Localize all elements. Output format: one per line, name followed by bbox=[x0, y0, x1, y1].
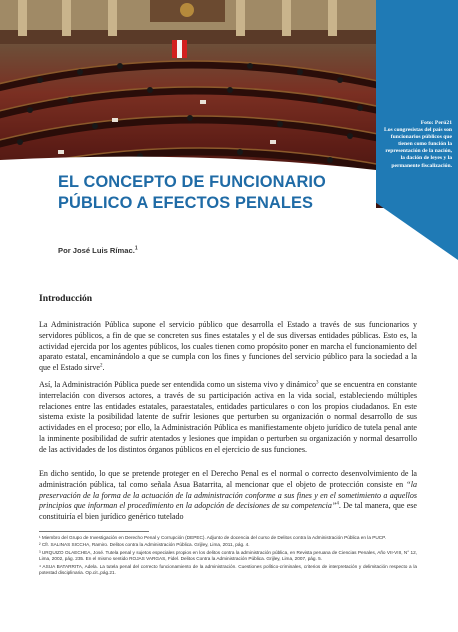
paragraph-2 bbox=[39, 380, 417, 456]
photo-credit: Foto: Perú21 bbox=[420, 120, 452, 126]
caption-text: Los congresistas del país son funcionarios públicos que tienen como función la representación de la nación, la dación de leyes y la permanente fiscalización. bbox=[384, 127, 452, 169]
footnote-2: ² Cfr. SALINAS SICCHA, Ramiro. Delitos contra la Administración Pública. Grijley, Lima, 2011, pág. 4. bbox=[39, 542, 250, 548]
paragraph-3-after: . De tal manera, que ese constituiría el bien jurídico genérico tutelado bbox=[39, 501, 417, 522]
footnote-divider bbox=[39, 531, 149, 532]
paragraph-2-rest: que se encuentra en constante interrelación con diversos actores, a través de su participación activa en la vida social, estableciendo múltiples relaciones entre las entidades estatales, paraestatales, entidades particulares o con los propios ciudadanos. En este sistema existe la posibilidad latente de sufrir lesiones que perturben su organización o normal desarrollo de sus actividades en el proceso; por ello, la Administración Pública es manifiestamente objeto jurídico de tutela penal ante la inminente posibilidad de sufrir atentados y lesiones que impidan o perturben su organización y normal desarrollo de las actividades de los distintos órganos públicos en el ejercicio de sus funciones. bbox=[39, 380, 417, 454]
paragraph-1-text: La Administración Pública supone el servicio público que desarrolla el Estado a través de sus funcionarios y servidores públicos, a fin de que se concreten sus fines estatales y el de sus diversas entidades públicas. Esto es, la actividad ejercida por los agentes públicos, los cuales tienen como propósito poner en marcha el funcionamiento del aparato estatal, encaminándolo a que se cumpla con los fines y funciones del servicio público para la sociedad a la que el Estado sirve bbox=[39, 320, 417, 373]
paragraph-1-end: . bbox=[102, 363, 105, 373]
photo-caption bbox=[382, 120, 452, 170]
footnote-ref-2[interactable]: 2 bbox=[100, 363, 103, 369]
paragraph-3 bbox=[39, 469, 417, 523]
article-title bbox=[58, 172, 378, 214]
author-name: Por José Luis Rímac. bbox=[58, 246, 135, 255]
footnote-ref-4[interactable]: 4 bbox=[336, 501, 339, 507]
title-line-1: EL CONCEPTO DE FUNCIONARIO bbox=[58, 173, 326, 191]
footnote-3: ³ URQUIZO OLAECHEA, José. Tutela penal y sujetos especiales propios en los delitos contra la administración pública, en Revista peruana de Ciencias Penales, Año VII-VIII, N° 12, Lima, 2002, pág. 235. En el mismo sentido ROJAS VARGAS, Fidel. Delitos Contra la Administración Pública. Grijley, Lima, 2007, pág. 5. bbox=[39, 549, 417, 562]
paragraph-3-text: En dicho sentido, lo que se pretende proteger en el Derecho Penal es el normal o correcto desenvolvimiento de la administración pública, tal como señala Asua Batarrita, al mencionar que el objeto de protección consiste en bbox=[39, 469, 417, 489]
footnote-4: ⁴ ASUA BATARRITA, Adela. La tutela penal del correcto funcionamiento de la administración. Cuestiones político-criminales, criterios de interpretación y delimitación respecto a la potestad disciplinaria. Op.cit.,pág.21. bbox=[39, 563, 417, 576]
paragraph-1 bbox=[39, 320, 417, 374]
title-line-2: PÚBLICO A EFECTOS PENALES bbox=[58, 194, 314, 212]
section-heading: Introducción bbox=[39, 293, 93, 304]
footnote-ref-3[interactable]: 3 bbox=[316, 380, 319, 386]
author-byline bbox=[58, 246, 138, 255]
paragraph-2-text: Así, la Administración Pública puede ser entendida como un sistema vivo y dinámico bbox=[39, 380, 317, 389]
footnotes bbox=[39, 535, 417, 578]
paragraph-3-quote: “la preservación de la forma de la actuación de la administración conforme a sus fines y en el sometimiento a aquellos principios que informan el procedimiento en la adopción de decisiones de su competencia” bbox=[39, 479, 417, 511]
author-footnote-ref[interactable]: 1 bbox=[134, 245, 138, 252]
footnote-1: ¹ Miembro del Grupo de Investigación en Derecho Penal y Corrupción (DEPEC). Adjunto de docencia del curso de Delitos contra la Administración Pública en la PUCP. bbox=[39, 535, 386, 540]
